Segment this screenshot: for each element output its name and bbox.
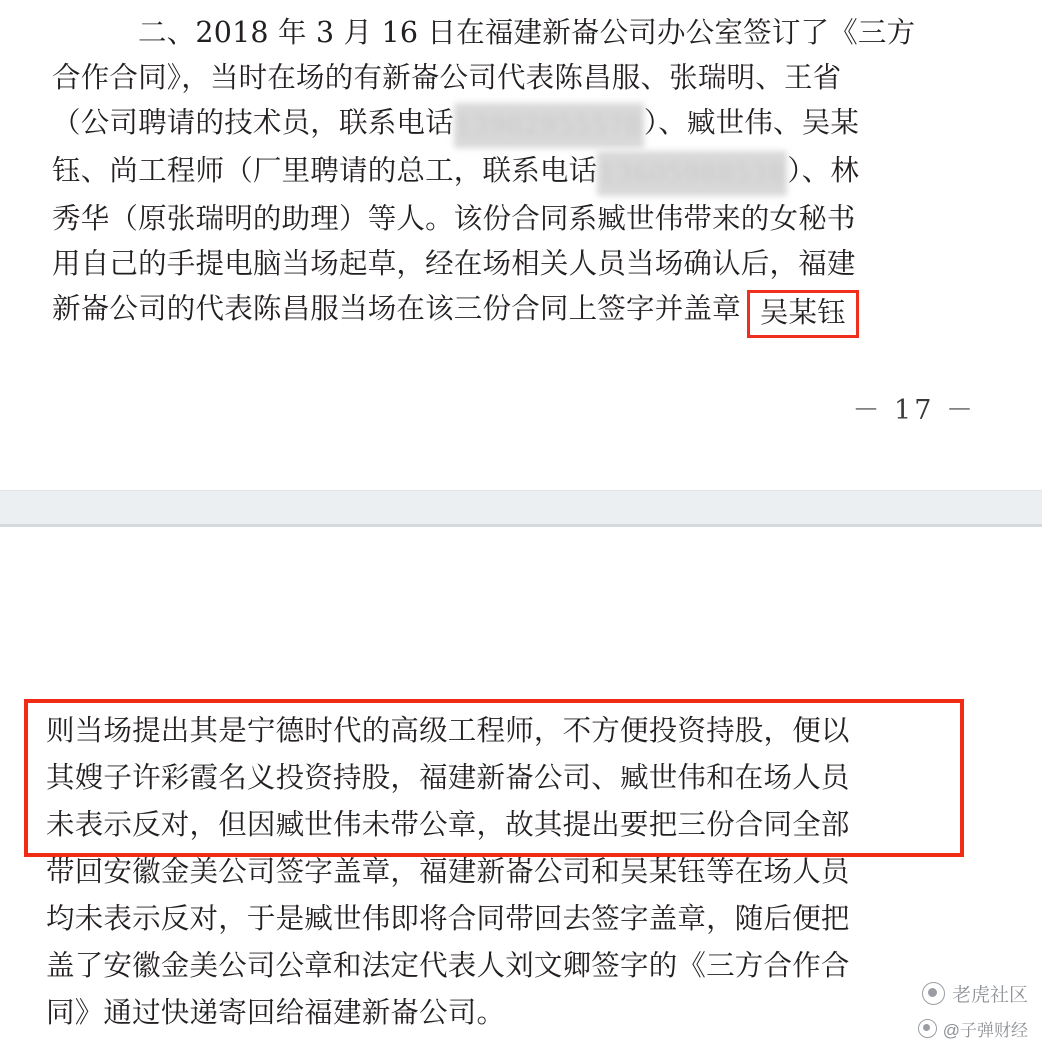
paragraph-line-4: 带回安徽金美公司签字盖章，福建新崙公司和吴某钰等在场人员	[46, 855, 850, 888]
paragraph-block-bottom	[46, 707, 990, 1036]
paragraph-line-2: 合作合同》，当时在场的有新崙公司代表陈昌服、张瑞明、王省	[52, 61, 842, 94]
paragraph-line-1: 二、2018 年 3 月 16 日在福建新崙公司办公室签订了《三方	[138, 16, 916, 49]
highlighted-line-2: 其嫂子许彩霞名义投资持股，福建新崙公司、臧世伟和在场人员	[46, 761, 850, 794]
page-number-label: － 17 －	[852, 395, 976, 426]
redacted-phone-number-2: 13605988538	[597, 151, 787, 196]
page-separator	[0, 490, 1042, 528]
highlighted-name-box: 吴某钰	[747, 290, 859, 338]
highlighted-line-3: 未表示反对，但因臧世伟未带公章，故其提出要把三份合同全部	[46, 808, 850, 841]
paragraph-line-3-a: （公司聘请的技术员，联系电话	[52, 106, 454, 139]
bullet-logo-icon	[918, 1019, 937, 1038]
paragraph-line-7: 新崙公司的代表陈昌服当场在该三份合同上签字并盖章	[52, 292, 741, 325]
document-page-top	[0, 0, 1042, 490]
document-page-bottom	[0, 527, 1042, 1052]
highlighted-line-1: 则当场提出其是宁德时代的高级工程师，不方便投资持股，便以	[46, 714, 850, 747]
watermark-primary	[922, 980, 1028, 1007]
paragraph-line-6: 用自己的手提电脑当场起草，经在场相关人员当场确认后，福建	[52, 247, 856, 280]
watermark-primary-label: 老虎社区	[951, 985, 1028, 1006]
watermark-secondary-label: @子弹财经	[942, 1021, 1028, 1040]
watermark-secondary	[918, 1016, 1028, 1041]
tiger-logo-icon	[922, 982, 945, 1005]
paragraph-line-5: 秀华（原张瑞明的助理）等人。该份合同系臧世伟带来的女秘书	[52, 202, 856, 235]
paragraph-line-7: 同》通过快递寄回给福建新崙公司。	[46, 996, 506, 1029]
paragraph-line-6: 盖了安徽金美公司公章和法定代表人刘文卿签字的《三方合作合	[46, 949, 850, 982]
paragraph-line-4-a: 钰、尚工程师（厂里聘请的总工，联系电话	[52, 154, 598, 187]
paragraph-line-5: 均未表示反对，于是臧世伟即将合同带回去签字盖章，随后便把	[46, 902, 850, 935]
paragraph-line-4-b: ）、林	[787, 154, 860, 187]
redacted-phone-number-1: 13902955578	[454, 103, 644, 148]
paragraph-block-top	[52, 10, 982, 338]
paragraph-line-3-b: ）、臧世伟、吴某	[643, 106, 860, 139]
